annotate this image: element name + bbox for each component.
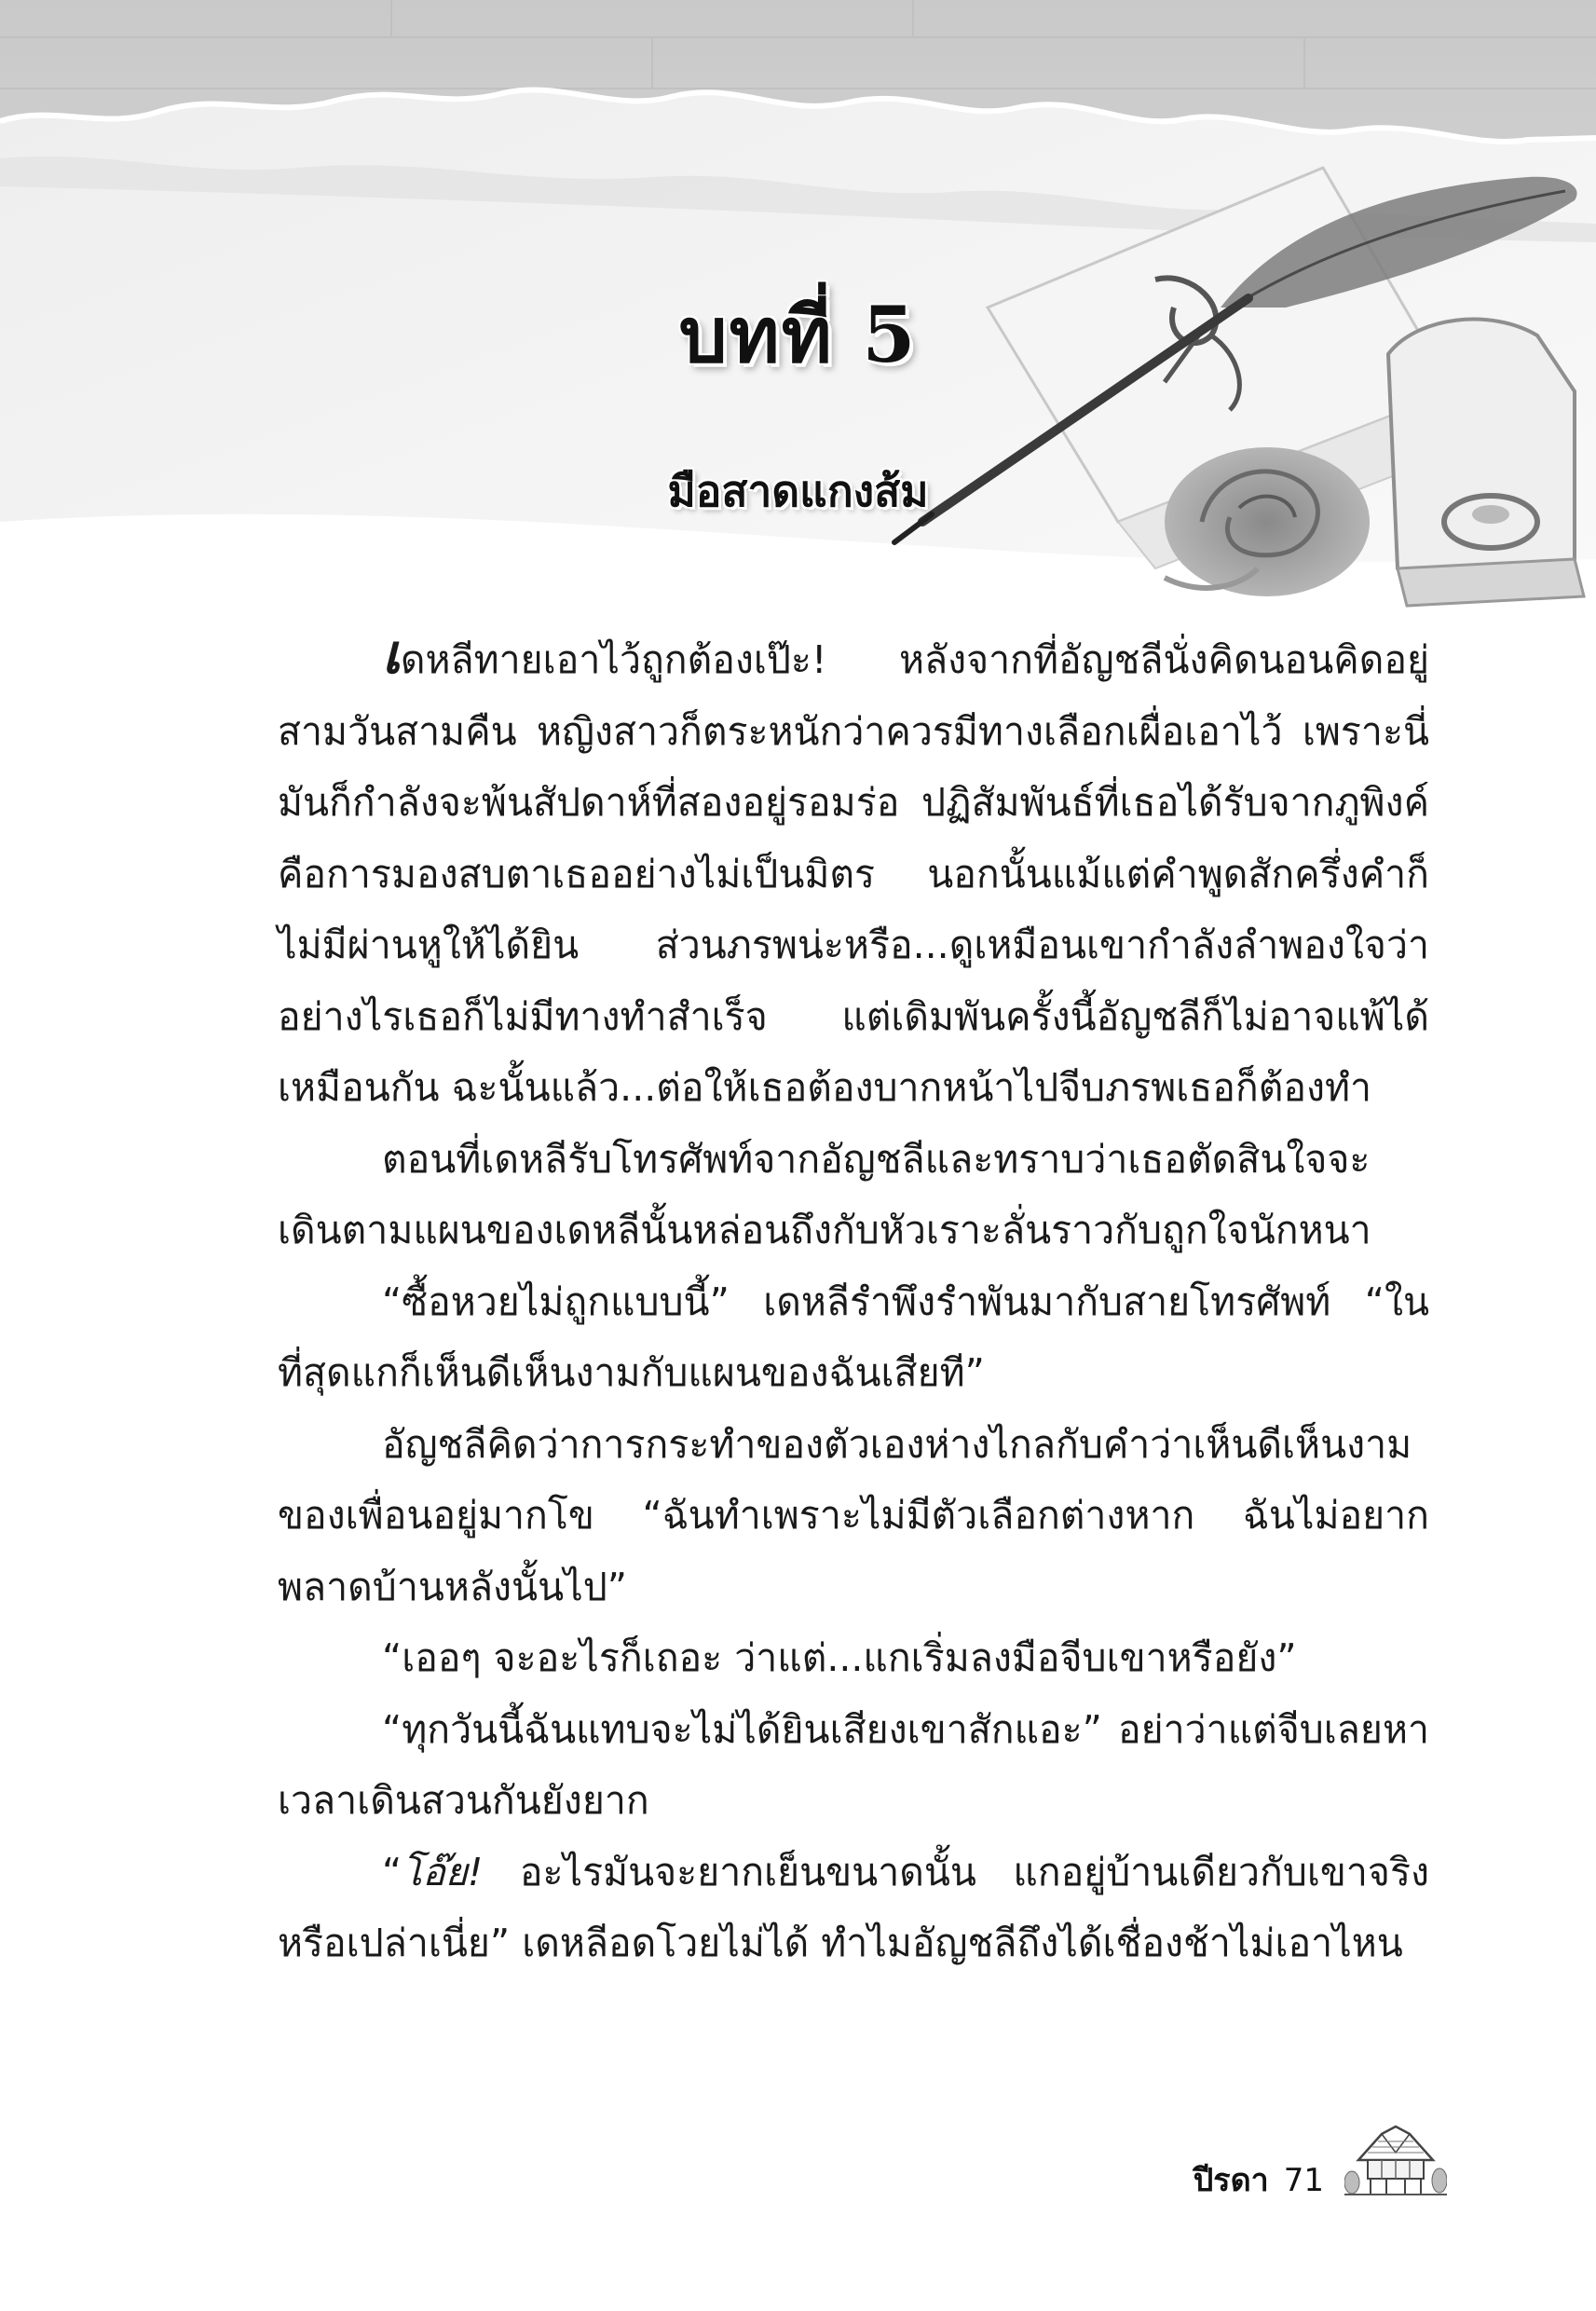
chapter-title: บทที่ 5 bbox=[678, 291, 918, 380]
paragraph-6: “ทุกวันนี้ฉันแทบจะไม่ได้ยินเสียงเขาสักแอะ” อย่าว่าแต่จีบเลยหาเวลาเดินสวนกันยังยาก bbox=[278, 1706, 1429, 1823]
paragraph-7-text: อะไรมันจะยากเย็นขนาดนั้น แกอยู่บ้านเดียวกับเขาจริงหรือเปล่าเนี่ย” เดหลีอดโวยไม่ได้ ทำไมอัญชลีถึงได้เชื่องช้าไม่เอาไหน bbox=[278, 1849, 1429, 1965]
paragraph-1-text: ดหลีทายเอาไว้ถูกต้องเป๊ะ! หลังจากที่อัญชลีนั่งคิดนอนคิดอยู่สามวันสามคืน หญิงสาวก็ตระหนักว่าควรมีทางเลือกเผื่อเอาไว้ เพราะนี่มันก็กำลังจะพ้นสัปดาห์ที่สองอยู่รอมร่อ ปฏิสัมพันธ์ที่เธอได้รับจากภูพิงค์คือการมองสบตาเธออย่างไม่เป็นมิตร นอกนั้นแม้แต่คำพูดสักครึ่งคำก็ไม่มีผ่านหูให้ได้ยิน ส่วนภรพน่ะหรือ...ดูเหมือนเขากำลังลำพองใจว่าอย่างไรเธอก็ไม่มีทางทำสำเร็จ แต่เดิมพันครั้งนี้อัญชลีก็ไม่อาจแพ้ได้เหมือนกัน ฉะนั้นแล้ว...ต่อให้เธอต้องบากหน้าไปจีบภรพเธอก็ต้องทำ bbox=[278, 637, 1429, 1110]
paragraph-7 bbox=[278, 1837, 1429, 1979]
paragraph-5: “เออๆ จะอะไรก็เถอะ ว่าแต่...แกเริ่มลงมือจีบเขาหรือยัง” bbox=[382, 1635, 1297, 1680]
paragraph-3: “ซื้อหวยไม่ถูกแบบนี้” เดหลีรำพึงรำพันมากับสายโทรศัพท์ “ในที่สุดแกก็เห็นดีเห็นงามกับแผนของฉันเสียที” bbox=[278, 1279, 1429, 1395]
thai-house-icon bbox=[1344, 2125, 1447, 2199]
chapter-subtitle: มือสาดแกงส้ม bbox=[667, 466, 929, 516]
paragraph-7-quote: “ bbox=[382, 1849, 402, 1894]
drop-cap: เ bbox=[382, 622, 401, 686]
paragraph-2: ตอนที่เดหลีรับโทรศัพท์จากอัญชลีและทราบว่าเธอตัดสินใจจะเดินตามแผนของเดหลีนั้นหล่อนถึงกับหัวเราะลั่นราวกับถูกใจนักหนา bbox=[278, 1136, 1371, 1252]
paragraph-4: อัญชลีคิดว่าการกระทำของตัวเองห่างไกลกับคำว่าเห็นดีเห็นงามของเพื่อนอยู่มากโข “ฉันทำเพราะไม่มีตัวเลือกต่างหาก ฉันไม่อยากพลาดบ้านหลังนั้นไป” bbox=[278, 1421, 1429, 1609]
footer-author: ปีรดา bbox=[1193, 2162, 1269, 2199]
body-text bbox=[278, 624, 1429, 1979]
paragraph-1 bbox=[278, 624, 1429, 1124]
page-footer bbox=[1194, 2134, 1447, 2199]
paragraph-7-italic: โอ๊ย! bbox=[402, 1849, 484, 1894]
page-number: 71 bbox=[1283, 2162, 1324, 2199]
